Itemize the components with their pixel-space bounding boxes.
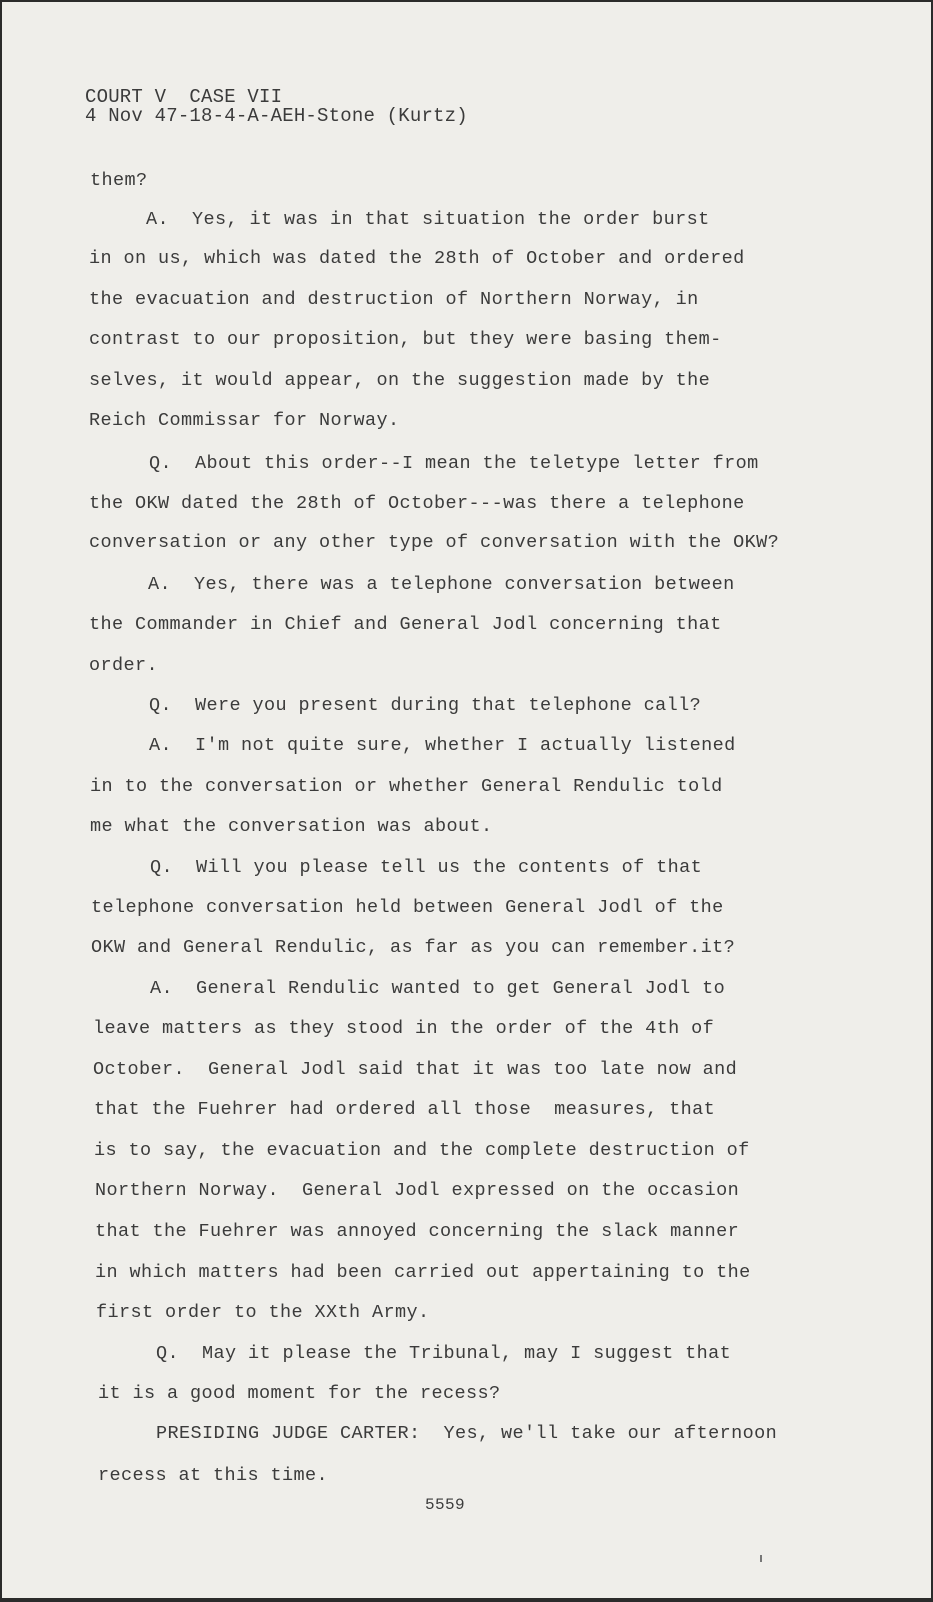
transcript-line: them? [90, 170, 148, 191]
case-heading: COURT V CASE VII [85, 86, 283, 108]
transcript-line: PRESIDING JUDGE CARTER: Yes, we'll take our afternoon [156, 1423, 778, 1444]
transcript-line: leave matters as they stood in the order of the 4th of [93, 1018, 715, 1039]
transcript-line: that the Fuehrer had ordered all those measures, that [94, 1099, 716, 1120]
transcript-line: conversation or any other type of conversation with the OKW? [89, 532, 780, 553]
transcript-line: that the Fuehrer was annoyed concerning the slack manner [95, 1221, 740, 1242]
transcript-line: recess at this time. [98, 1465, 329, 1486]
transcript-line: the evacuation and destruction of Northern Norway, in [89, 289, 699, 310]
transcript-line: is to say, the evacuation and the complete destruction of [94, 1140, 750, 1161]
document-page [2, 2, 931, 1598]
transcript-line: contrast to our proposition, but they were basing them- [89, 329, 722, 350]
transcript-line: OKW and General Rendulic, as far as you can remember.it? [91, 937, 736, 958]
transcript-line: A. Yes, it was in that situation the order burst [146, 209, 710, 230]
transcript-line: telephone conversation held between General Jodl of the [91, 897, 724, 918]
transcript-line: Q. Were you present during that telephone call? [149, 695, 702, 716]
transcript-line: Q. About this order--I mean the teletype letter from [149, 453, 759, 474]
transcript-line: October. General Jodl said that it was too late now and [93, 1059, 738, 1080]
transcript-line: selves, it would appear, on the suggestion made by the [89, 370, 711, 391]
transcript-line: it is a good moment for the recess? [98, 1383, 501, 1404]
transcript-line: Reich Commissar for Norway. [89, 410, 400, 431]
transcript-line: first order to the XXth Army. [96, 1302, 430, 1323]
transcript-line: in to the conversation or whether General Rendulic told [90, 776, 723, 797]
paper-mark [760, 1555, 762, 1562]
transcript-line: in on us, which was dated the 28th of October and ordered [89, 248, 745, 269]
transcript-line: A. General Rendulic wanted to get General Jodl to [150, 978, 726, 999]
transcript-line: A. Yes, there was a telephone conversation between [148, 574, 735, 595]
transcript-line: in which matters had been carried out appertaining to the [95, 1262, 751, 1283]
transcript-line: A. I'm not quite sure, whether I actually listened [149, 735, 736, 756]
transcript-line: Q. Will you please tell us the contents of that [150, 857, 703, 878]
transcript-reference: 4 Nov 47-18-4-A-AEH-Stone (Kurtz) [85, 105, 468, 127]
transcript-line: me what the conversation was about. [90, 816, 493, 837]
transcript-line: the Commander in Chief and General Jodl concerning that [89, 614, 722, 635]
transcript-line: order. [89, 655, 159, 676]
transcript-line: Q. May it please the Tribunal, may I suggest that [156, 1343, 732, 1364]
page-number: 5559 [425, 1496, 466, 1514]
transcript-line: Northern Norway. General Jodl expressed on the occasion [95, 1180, 740, 1201]
transcript-line: the OKW dated the 28th of October---was there a telephone [89, 493, 745, 514]
